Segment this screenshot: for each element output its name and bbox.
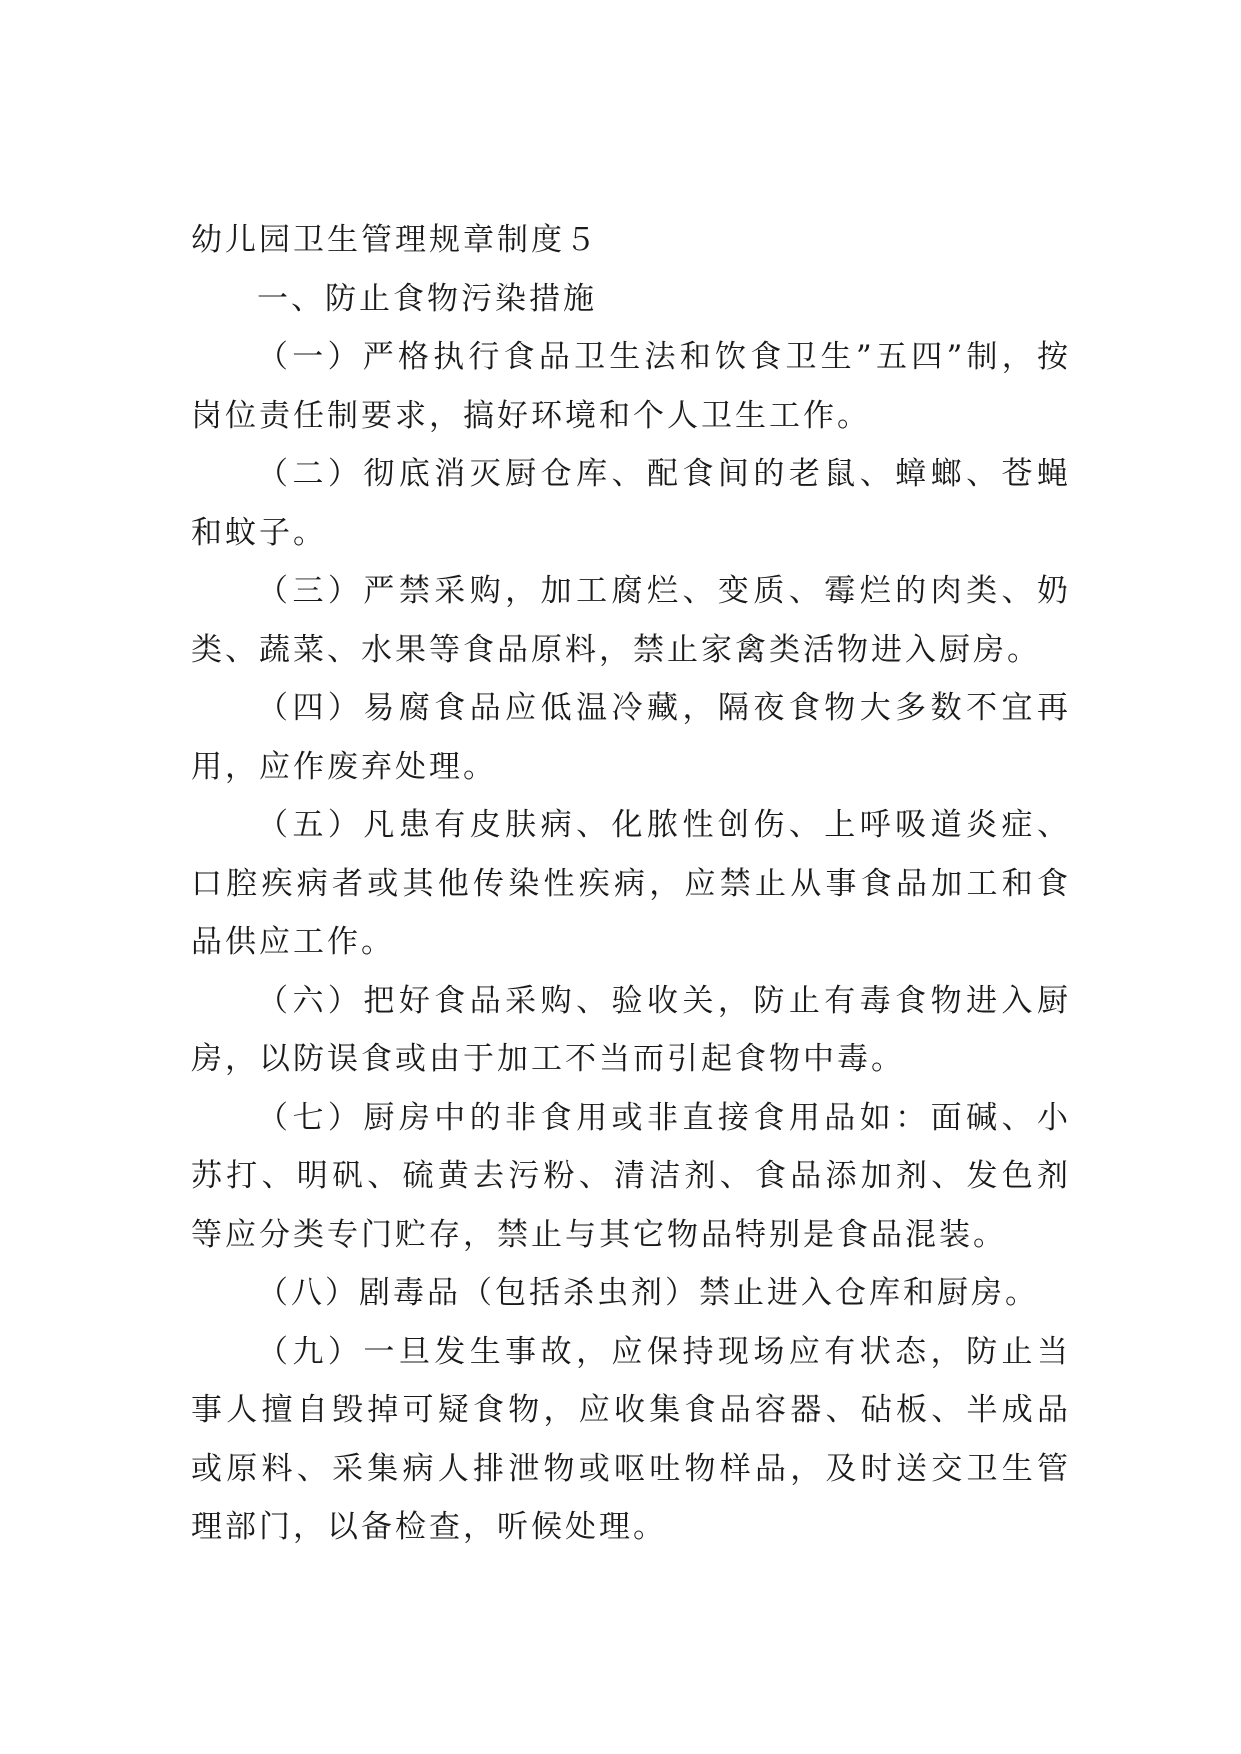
document-page [191,211,1071,1557]
document-title: 幼儿园卫生管理规章制度５ [191,222,599,258]
paragraph-9: （九）一旦发生事故，应保持现场应有状态，防止当事人擅自毁掉可疑食物，应收集食品容器、砧板、半成品或原料、采集病人排泄物或呕吐物样品，及时送交卫生管理部门，以备检查，听候处理。 [191,1333,1071,1545]
paragraph-8: （八）剧毒品（包括杀虫剂）禁止进入仓库和厨房。 [257,1275,1039,1311]
paragraph-3: （三）严禁采购，加工腐烂、变质、霉烂的肉类、奶类、蔬菜、水果等食品原料，禁止家禽类活物进入厨房。 [191,573,1071,668]
paragraph-2: （二）彻底消灭厨仓库、配食间的老鼠、蟑螂、苍蝇和蚊子。 [191,456,1071,551]
section-heading: 一、防止食物污染措施 [257,280,597,317]
paragraph-7: （七）厨房中的非食用或非直接食用品如：面碱、小苏打、明矾、硫黄去污粉、清洁剂、食品添加剂、发色剂等应分类专门贮存，禁止与其它物品特别是食品混装。 [191,1099,1071,1253]
paragraph-5: （五）凡患有皮肤病、化脓性创伤、上呼吸道炎症、口腔疾病者或其他传染性疾病，应禁止从事食品加工和食品供应工作。 [191,807,1071,960]
paragraph-6: （六）把好食品采购、验收关，防止有毒食物进入厨房，以防误食或由于加工不当而引起食物中毒。 [191,982,1071,1077]
paragraph-1: （一）严格执行食品卫生法和饮食卫生”五四”制，按岗位责任制要求，搞好环境和个人卫生工作。 [191,339,1071,434]
paragraph-4: （四）易腐食品应低温冷藏，隔夜食物大多数不宜再用，应作废弃处理。 [191,690,1071,785]
